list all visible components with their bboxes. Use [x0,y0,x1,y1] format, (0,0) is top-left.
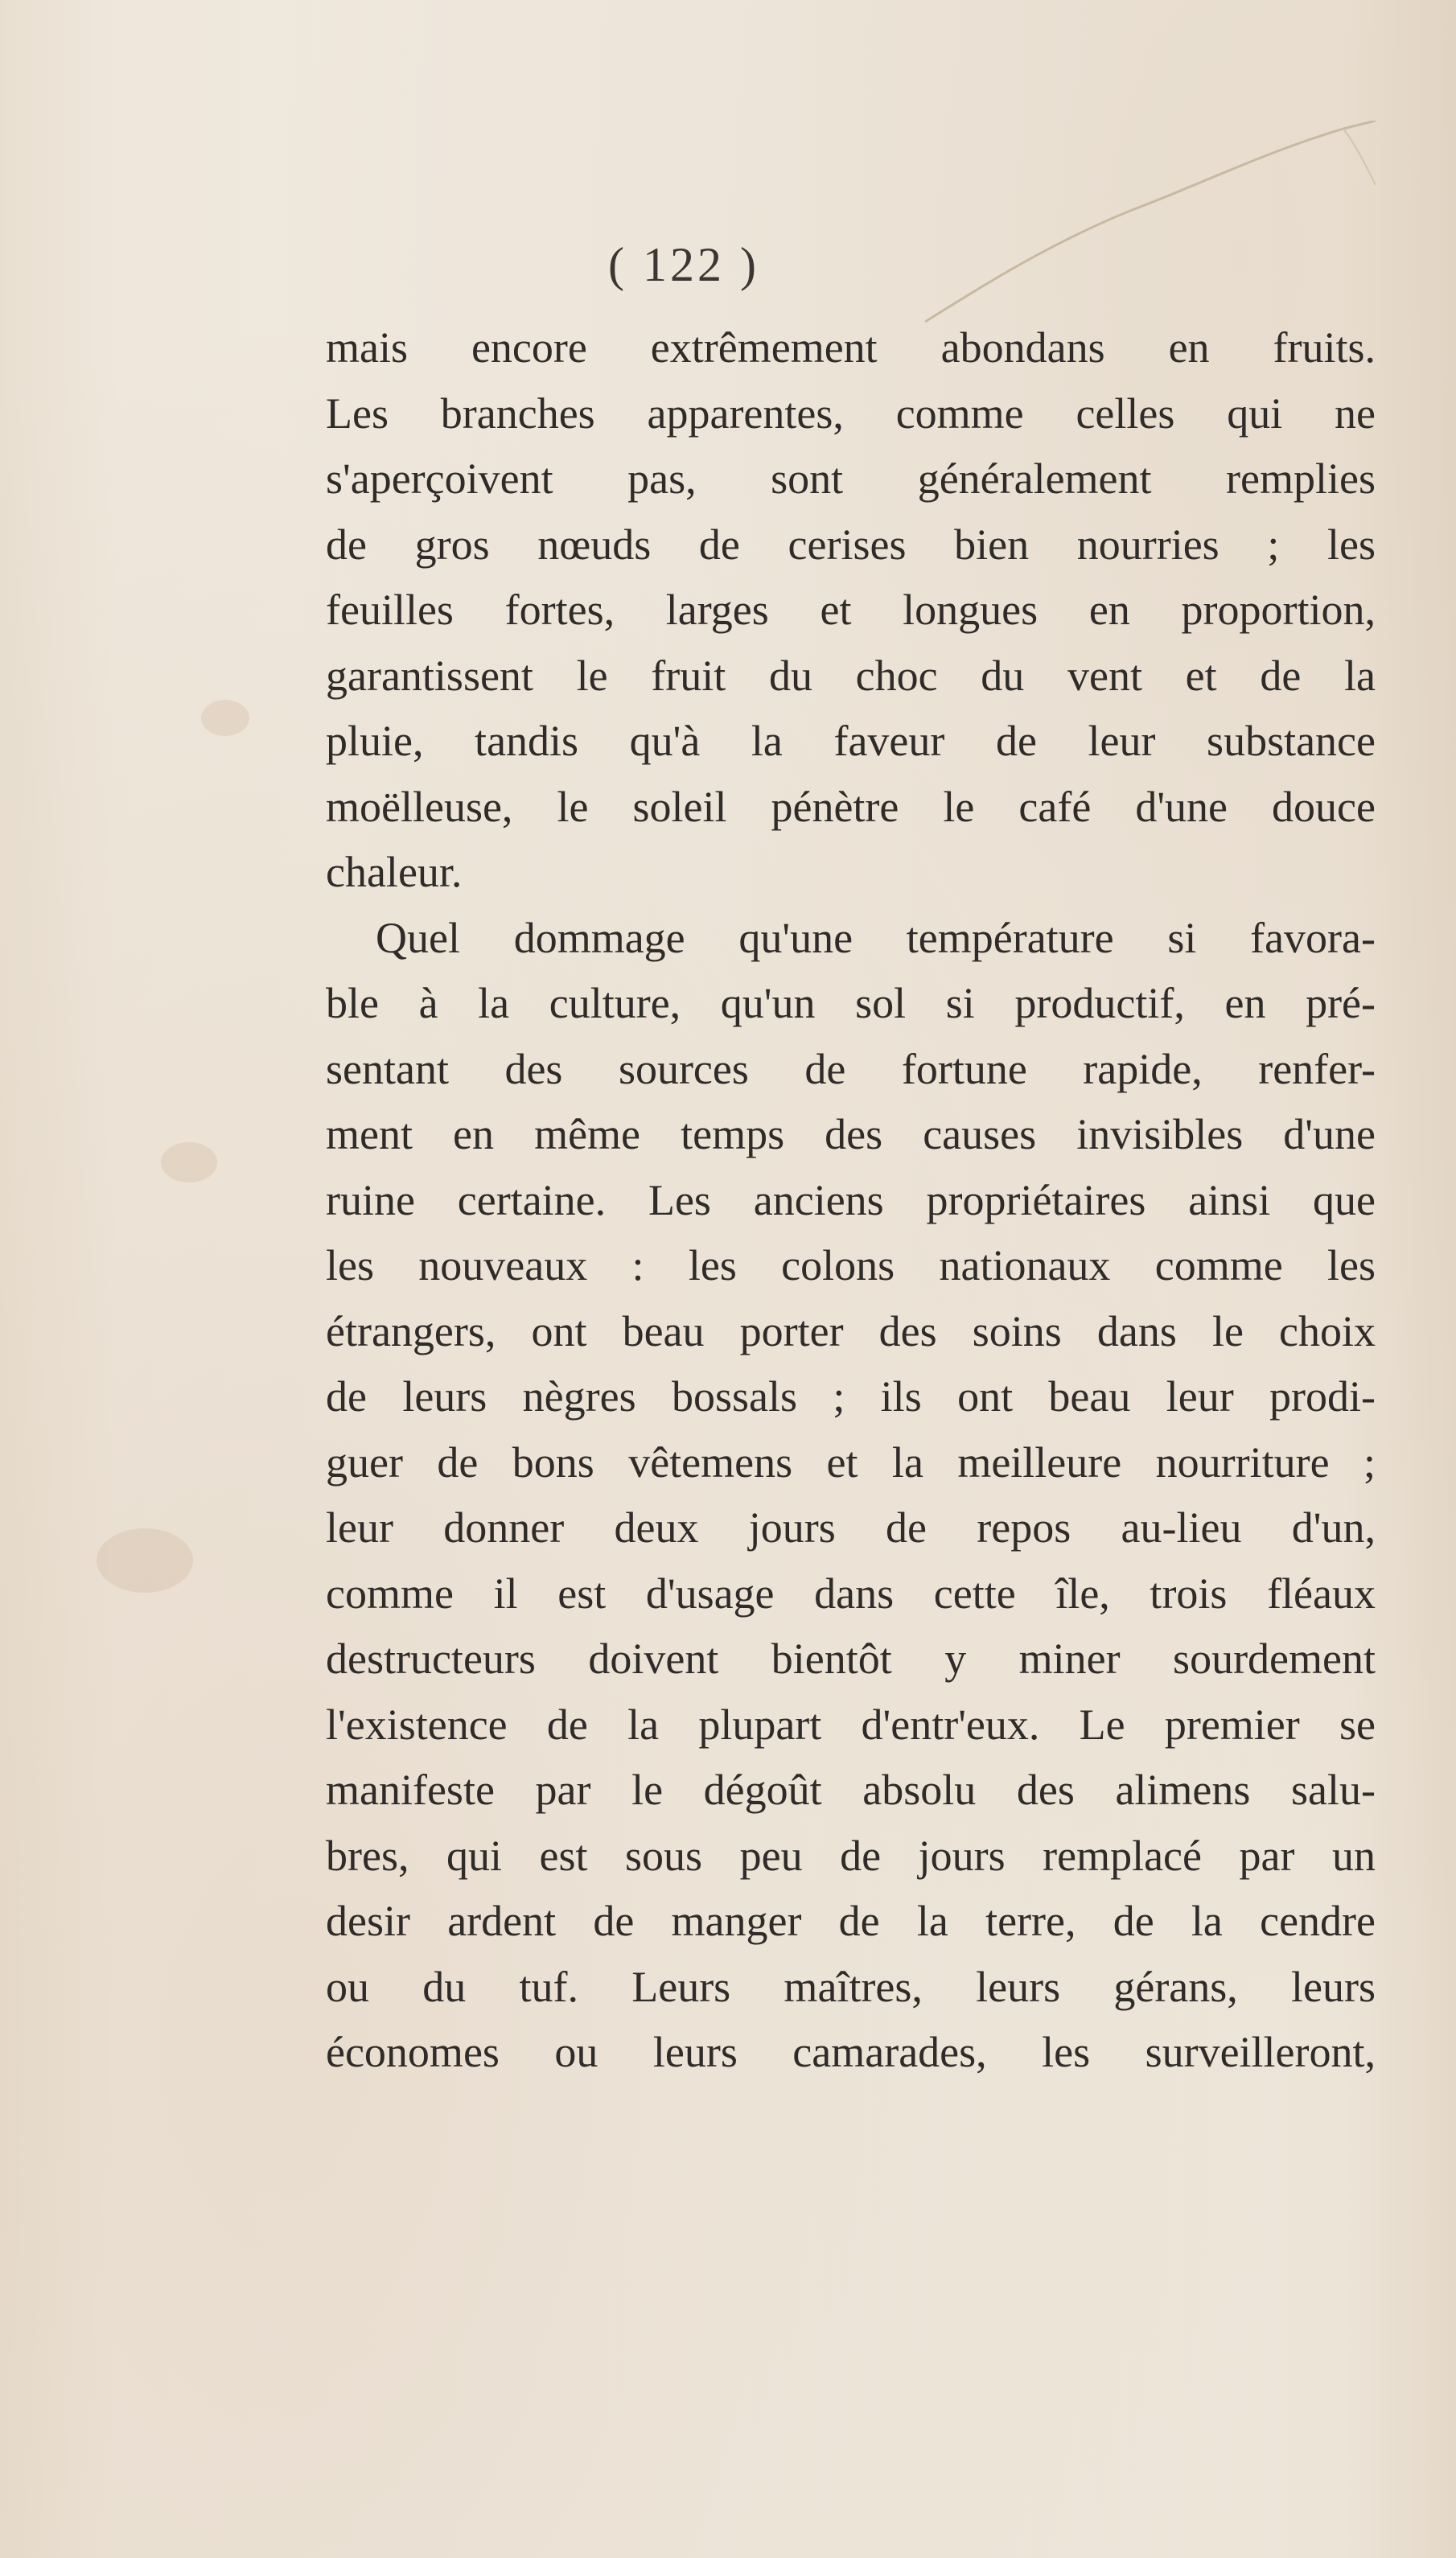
foxing-stain [97,1528,193,1593]
text-line: desir ardent de manger de la terre, de la cendre [326,1897,1376,1945]
text-line: l'existence de la plupart d'entr'eux. Le premier se [326,1700,1376,1749]
text-line: ruine certaine. Les anciens propriétaires ainsi que [326,1175,1376,1224]
text-line: pluie, tandis qu'à la faveur de leur substance [326,717,1376,765]
text-line: chaleur. [326,848,463,896]
foxing-stain [201,700,249,736]
text-line: feuilles fortes, larges et longues en proportion, [326,586,1376,634]
text-line: étrangers, ont beau porter des soins dans le choix [326,1306,1376,1355]
text-line: ou du tuf. Leurs maîtres, leurs gérans, leurs [326,1962,1376,2011]
text-line: économes ou leurs camarades, les surveilleront, [326,2028,1376,2076]
text-line: sentant des sources de fortune rapide, renfer- [326,1044,1376,1093]
text-line: ment en même temps des causes invisibles d'une [326,1110,1376,1158]
text-line: Les branches apparentes, comme celles qui ne [326,389,1376,438]
text-line: comme il est d'usage dans cette île, trois fléaux [326,1569,1376,1618]
text-line: garantissent le fruit du choc du vent et de la [326,651,1376,700]
text-line: ble à la culture, qu'un sol si productif, en pré- [326,979,1376,1027]
text-line: les nouveaux : les colons nationaux comme les [326,1241,1376,1289]
text-line: leur donner deux jours de repos au-lieu d'un, [326,1503,1376,1552]
text-line: bres, qui est sous peu de jours remplacé par un [326,1831,1376,1880]
text-line: s'aperçoivent pas, sont généralement remplies [326,454,1376,503]
text-line: moëlleuse, le soleil pénètre le café d'une douce [326,782,1376,831]
text-line: mais encore extrêmement abondans en fruits. [326,323,1376,372]
text-line: guer de bons vêtemens et la meilleure nourriture ; [326,1437,1376,1487]
text-line: Quel dommage qu'une température si favora- [376,913,1376,962]
page-number: ( 122 ) [608,238,759,291]
body-text [326,315,1376,2086]
foxing-stain [161,1142,217,1182]
text-line: destructeurs doivent bientôt y miner sourdement [326,1635,1376,1683]
text-line: manifeste par le dégoût absolu des alimens salu- [326,1766,1376,1814]
text-line: de gros nœuds de cerises bien nourries ; les [326,520,1376,569]
text-line: de leurs nègres bossals ; ils ont beau leur prodi- [326,1372,1376,1421]
